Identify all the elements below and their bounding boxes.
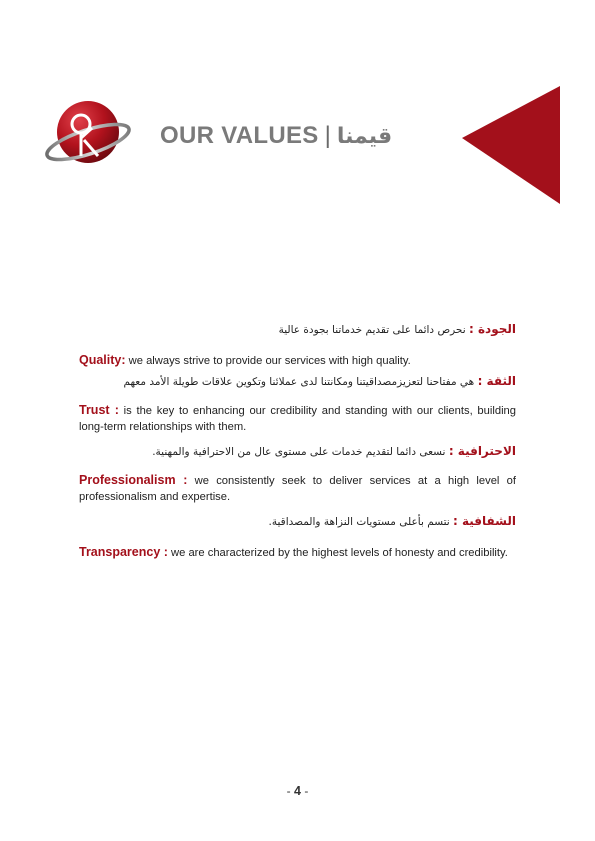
title-english: OUR VALUES [160, 122, 319, 149]
value-term-english: Quality: [79, 353, 126, 367]
value-term-english: Professionalism : [79, 473, 188, 487]
value-text-arabic: نحرص دائما على تقديم خدماتنا بجودة عالية [278, 324, 466, 336]
value-transparency-english [79, 544, 516, 561]
value-text-english: we are characterized by the highest levels of honesty and credibility. [171, 547, 508, 559]
value-text-arabic: نسعى دائما لتقديم خدمات على مستوى عال من الاحترافية والمهنية. [152, 446, 446, 458]
title-separator: | [324, 122, 331, 149]
page-number-suffix: - [304, 784, 309, 798]
decorative-triangle [460, 86, 560, 204]
value-professionalism-arabic [79, 442, 516, 461]
page-title [160, 119, 392, 153]
values-list [79, 316, 516, 561]
value-term-english: Transparency : [79, 545, 168, 559]
value-term-arabic: الاحترافية : [448, 444, 516, 458]
value-term-arabic: الشفافية : [453, 514, 516, 528]
value-quality-arabic [79, 320, 516, 339]
page-number-prefix: - [286, 784, 291, 798]
value-text-english: we always strive to provide our services with high quality. [128, 355, 411, 367]
value-quality-english [79, 352, 516, 369]
title-arabic: قيمنا [336, 123, 393, 149]
company-logo [44, 98, 132, 168]
value-term-arabic: الجودة : [468, 322, 516, 336]
page-number [0, 784, 595, 798]
value-term-english: Trust : [79, 403, 119, 417]
value-text-arabic: هي مفتاحنا لتعزيزمصداقيتنا ومكانتنا لدى عملائنا وتكوين علاقات طويلة الأمد معهم [123, 376, 475, 388]
value-professionalism-english [79, 472, 516, 505]
value-trust-english [79, 402, 516, 435]
value-text-english: we consistently seek to deliver services at a high level of professionalism and expertise. [79, 475, 516, 503]
value-text-english: is the key to enhancing our credibility and standing with our clients, building long-term relationships with them. [79, 405, 517, 433]
value-transparency-arabic [79, 512, 516, 531]
value-text-arabic: نتسم بأعلى مستويات النزاهة والمصداقية. [268, 516, 450, 528]
value-term-arabic: الثقة : [477, 374, 516, 388]
value-trust-arabic [79, 372, 516, 391]
page-number-value: 4 [294, 784, 301, 798]
